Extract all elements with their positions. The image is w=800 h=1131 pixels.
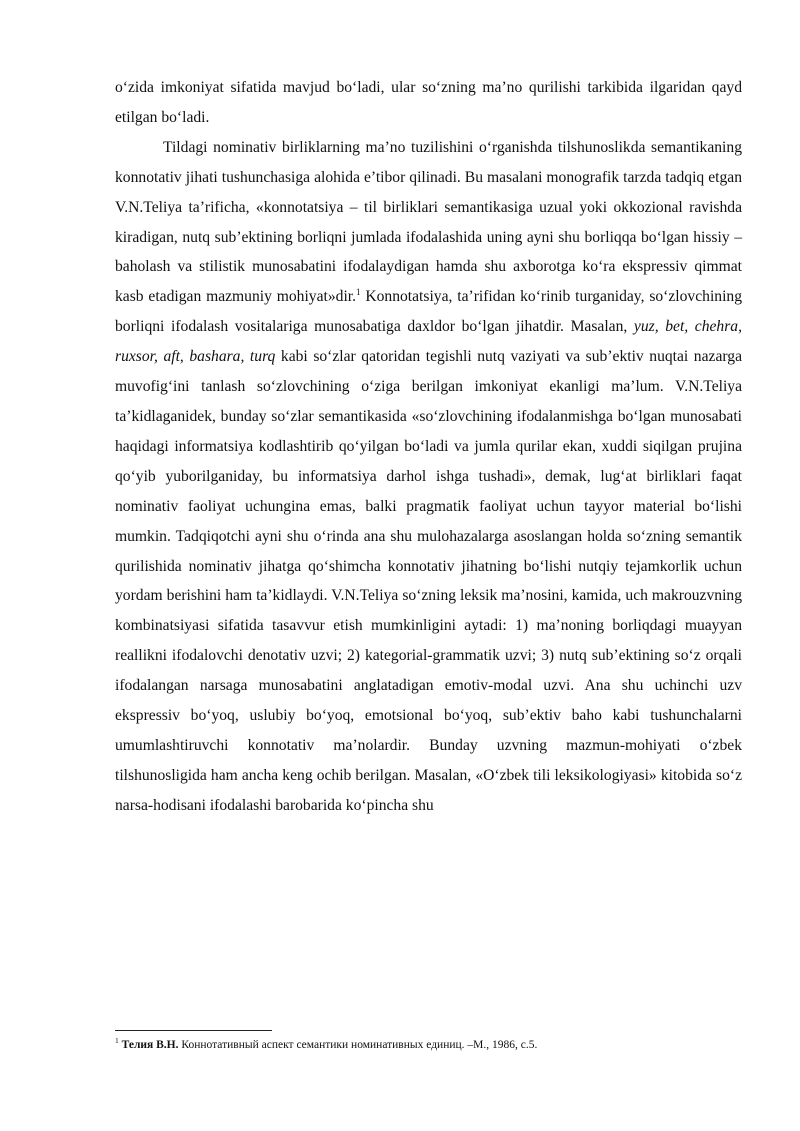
footnote-author: Телия В.Н.	[121, 1039, 179, 1051]
paragraph-2-part-c: kabi so‘zlar qatoridan tegishli nutq vaziyati va sub’ektiv nuqtai nazarga muvofig‘ini tanlash so‘zlovchining o‘ziga berilgan imkoniyat ekanligi ma’lum. V.N.Teliya ta’kidlaganidek, bunday so‘zlar semantikasida «so‘zlovchining ifodalanmishga bo‘lgan munosabati haqidagi informatsiya kodlashtirib qo‘yilgan bo‘ladi va jumla qurilar ekan, xuddi siqilgan prujina qo‘yib yuborilganiday, bu informatsiya darhol ishga tushadi», demak, lug‘at birliklari faqat nominativ faoliyat uchungina emas, balki pragmatik faoliyat uchun tayyor material bo‘lishi mumkin. Tadqiqotchi ayni shu o‘rinda ana shu mulohazalarga asoslangan holda so‘zning semantik qurilishida nominativ jihatga qo‘shimcha konnotativ jihatning bo‘lishi nutqiy tejamkorlik uchun yordam berishini ham ta’kidlaydi. V.N.Teliya so‘zning leksik ma’nosini, kamida, uch makrouzvning kombinatsiyasi sifatida tasavvur etish mumkinligini aytadi: 1) ma’noning borliqdagi muayyan reallikni ifodalovchi denotativ uzvi; 2) kategorial-grammatik uzvi; 3) nutq sub’ektining so‘z orqali ifodalangan narsaga munosabatini anglatadigan emotiv-modal uzvi. Ana shu uchinchi uzv ekspressiv bo‘yoq, uslubiy bo‘yoq, emotsional bo‘yoq, sub’ektiv baho kabi tushunchalarni umumlashtiruvchi konnotativ ma’nolardir. Bunday uzvning mazmun-mohiyati o‘zbek tilshunosligida ham ancha keng ochib berilgan. Masalan, «O‘zbek tili leksikologiyasi» kitobida so‘z narsa-hodisani ifodalashi barobarida ko‘pincha shu	[115, 348, 742, 814]
paragraph-2-part-a: Tildagi nominativ birliklarning ma’no tuzilishini o‘rganishda tilshunoslikda semantikaning konnotativ jihati tushunchasiga alohida e’tibor qilinadi. Bu masalani monografik tarzda tadqiq etgan V.N.Teliya ta’rificha, «konnotatsiya – til birliklari semantikasiga uzual yoki okkozional ravishda kiradigan, nutq sub’ektining borliqni jumlada ifodalashida uning ayni shu borliqqa bo‘lgan hissiy – baholash va stilistik munosabatini ifodalaydigan hamda shu axborotga ko‘ra ekspressiv qimmat kasb etadigan mazmuniy mohiyat»dir.	[115, 138, 742, 306]
paragraph-continuation	[115, 73, 742, 133]
footnote-number: 1	[115, 1036, 119, 1046]
footnote	[115, 1037, 742, 1053]
italic-examples: yuz, bet, chehra, ruxsor, aft, bashara, turq	[115, 318, 742, 366]
paragraph-1-text: o‘zida imkoniyat sifatida mavjud bo‘ladi, ular so‘zning ma’no qurilishi tarkibida ilgaridan qayd etilgan bo‘ladi.	[115, 79, 742, 126]
footnote-separator	[115, 1030, 272, 1031]
paragraph-2-part-b: Konnotatsiya, ta’rifidan ko‘rinib turganiday, so‘zlovchining borliqni ifodalash vositalariga munosabatiga daxldor bo‘lgan jihatdir. Masalan,	[115, 288, 742, 336]
footnote-reference[interactable]: 1	[356, 287, 361, 298]
paragraph-main	[115, 133, 742, 821]
footnote-text: Коннотативный аспект семантики номинативных единиц. –М., 1986, с.5.	[178, 1039, 538, 1051]
